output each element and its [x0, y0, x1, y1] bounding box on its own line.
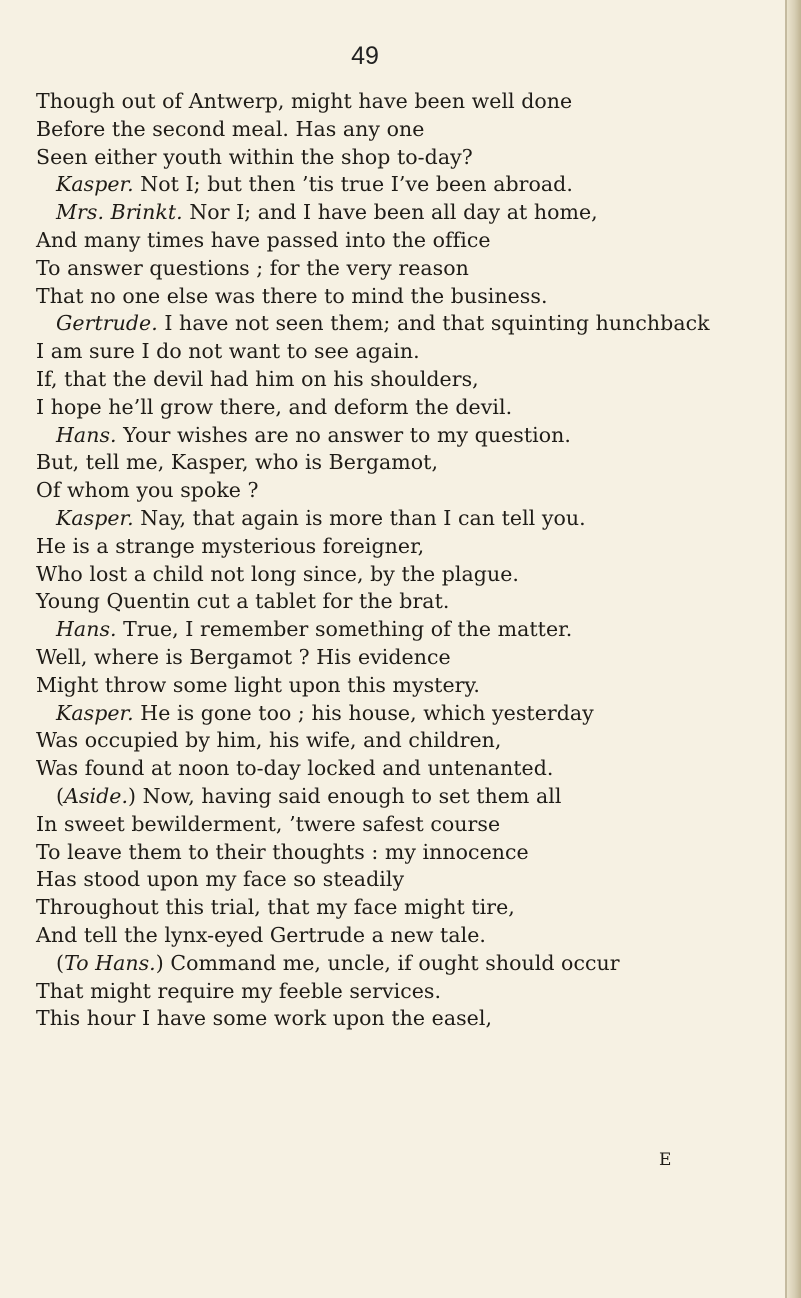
text-line	[36, 227, 781, 255]
line-text: Your wishes are no answer to my question.	[116, 422, 571, 447]
text-line	[36, 839, 781, 867]
line-text: And tell the lynx-eyed Gertrude a new tale.	[36, 922, 486, 947]
poem-text-block	[36, 88, 781, 1033]
text-line	[36, 171, 781, 199]
text-line	[36, 338, 781, 366]
line-text: To answer questions ; for the very reason	[36, 255, 469, 280]
page-edge-shadow	[785, 0, 801, 1298]
stage-direction-open: (	[56, 783, 65, 808]
speaker-name: Aside.	[64, 783, 129, 808]
text-line	[36, 561, 781, 589]
line-text: Before the second meal. Has any one	[36, 116, 425, 141]
line-text: He is a strange mysterious foreigner,	[36, 533, 425, 558]
line-text: That might require my feeble services.	[36, 978, 442, 1003]
text-line	[36, 366, 781, 394]
text-line	[36, 144, 781, 172]
line-text: Was occupied by him, his wife, and children,	[36, 728, 502, 753]
text-line	[36, 116, 781, 144]
line-text: In sweet bewilderment, ’twere safest course	[36, 811, 501, 836]
line-text: Not I; but then ’tis true I’ve been abroad.	[133, 172, 573, 197]
speaker-name: To Hans.	[64, 950, 156, 975]
text-line	[36, 978, 781, 1006]
line-text: Has stood upon my face so steadily	[36, 867, 405, 892]
line-text: Was found at noon to-day locked and untenanted.	[36, 756, 554, 781]
line-text: Though out of Antwerp, might have been well done	[36, 89, 573, 113]
line-text: And many times have passed into the office	[36, 227, 491, 252]
line-text: Seen either youth within the shop to-day?	[36, 144, 473, 169]
stage-direction-close: )	[155, 950, 164, 975]
stage-direction-open: (	[56, 950, 65, 975]
text-line	[36, 950, 781, 978]
line-text: Might throw some light upon this mystery.	[36, 672, 480, 697]
line-text: I hope he’ll grow there, and deform the devil.	[36, 394, 513, 419]
speaker-name: Gertrude.	[56, 311, 158, 336]
stage-direction-close: )	[128, 783, 137, 808]
speaker-name: Kasper.	[56, 505, 134, 530]
speaker-name: Mrs. Brinkt.	[56, 200, 183, 225]
line-text: Throughout this trial, that my face might tire,	[36, 895, 515, 920]
line-text: Of whom you spoke ?	[36, 478, 259, 503]
text-line	[36, 310, 781, 338]
speaker-name: Hans.	[56, 422, 117, 447]
text-line	[36, 727, 781, 755]
line-text: True, I remember something of the matter.	[116, 617, 573, 642]
line-text: Command me, uncle, if ought should occur	[163, 950, 620, 975]
line-text: He is gone too ; his house, which yesterday	[133, 700, 594, 725]
text-line	[36, 866, 781, 894]
speaker-name: Kasper.	[56, 172, 134, 197]
text-line	[36, 394, 781, 422]
text-line	[36, 783, 781, 811]
page-edge-line	[785, 0, 787, 1298]
text-line	[36, 477, 781, 505]
line-text: This hour I have some work upon the easel,	[36, 1006, 493, 1031]
line-text: Nor I; and I have been all day at home,	[182, 200, 598, 225]
line-text: Now, having said enough to set them all	[136, 783, 562, 808]
text-line	[36, 449, 781, 477]
line-text: I have not seen them; and that squinting hunchback	[157, 311, 710, 336]
text-line	[36, 616, 781, 644]
text-line	[36, 533, 781, 561]
line-text: Young Quentin cut a tablet for the brat.	[36, 589, 450, 614]
line-text: Who lost a child not long since, by the plague.	[36, 561, 519, 586]
line-text: But, tell me, Kasper, who is Bergamot,	[36, 450, 439, 475]
text-line	[36, 588, 781, 616]
text-line	[36, 422, 781, 450]
speaker-name: Hans.	[56, 617, 117, 642]
text-line	[36, 700, 781, 728]
signature-mark: E	[659, 1150, 672, 1170]
text-line	[36, 672, 781, 700]
line-text: That no one else was there to mind the business.	[36, 283, 548, 308]
text-line	[36, 505, 781, 533]
text-line	[36, 922, 781, 950]
text-line	[36, 199, 781, 227]
text-line	[36, 88, 781, 116]
text-line	[36, 644, 781, 672]
text-line	[36, 283, 781, 311]
line-text: I am sure I do not want to see again.	[36, 339, 420, 364]
text-line	[36, 755, 781, 783]
line-text: Well, where is Bergamot ? His evidence	[36, 644, 451, 669]
speaker-name: Kasper.	[56, 700, 134, 725]
text-line	[36, 255, 781, 283]
text-line	[36, 1005, 781, 1033]
line-text: If, that the devil had him on his shoulders,	[36, 366, 479, 391]
page-number: 49	[351, 42, 379, 70]
line-text: To leave them to their thoughts : my innocence	[36, 839, 529, 864]
text-line	[36, 811, 781, 839]
text-line	[36, 894, 781, 922]
line-text: Nay, that again is more than I can tell you.	[133, 505, 586, 530]
